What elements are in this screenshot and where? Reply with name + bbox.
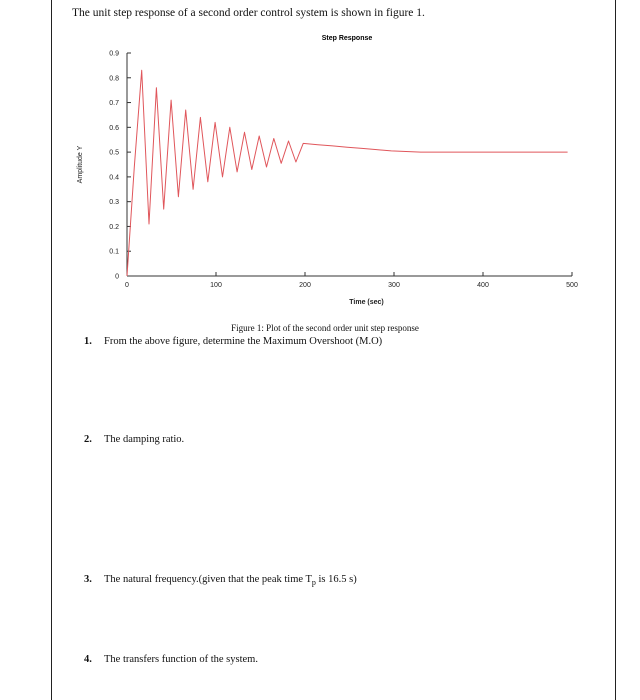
y-tick-label: 0.5 — [109, 149, 119, 157]
x-tick-label: 0 — [125, 282, 129, 289]
question-number: 3. — [84, 574, 92, 585]
x-tick-label: 500 — [566, 282, 578, 289]
figure-caption-text: Figure 1: Plot of the second order unit step response — [231, 323, 419, 333]
question-text: The transfers function of the system. — [104, 654, 258, 665]
page-border-right — [615, 0, 616, 700]
page-border-left — [51, 0, 52, 700]
y-tick-label: 0.1 — [109, 248, 119, 256]
question-number: 1. — [84, 336, 92, 347]
y-tick-label: 0 — [115, 273, 119, 281]
question-text: The natural frequency.(given that the peak time T — [104, 574, 312, 585]
question-number: 4. — [84, 654, 92, 665]
subscript-p: p — [311, 578, 316, 588]
x-axis-label: Time (sec) — [349, 299, 384, 306]
x-tick-label: 200 — [299, 282, 311, 289]
y-tick-label: 0.9 — [109, 50, 119, 58]
x-tick-label: 100 — [210, 282, 222, 289]
x-tick-label: 400 — [477, 282, 489, 289]
question-1 — [84, 336, 382, 347]
y-tick-label: 0.2 — [109, 223, 119, 231]
y-axis-label: Amplitude Y — [77, 145, 84, 184]
figure-caption — [0, 323, 640, 333]
question-text: From the above figure, determine the Maximum Overshoot (M.O) — [104, 336, 383, 347]
y-tick-label: 0.6 — [109, 124, 119, 132]
series-line — [127, 70, 568, 276]
y-tick-label: 0.3 — [109, 199, 119, 207]
step-response-chart — [60, 25, 585, 315]
question-text: The damping ratio. — [104, 434, 185, 445]
question-number: 2. — [84, 434, 92, 445]
y-tick-label: 0.8 — [109, 75, 119, 83]
intro-text: The unit step response of a second order control system is shown in figure 1. — [72, 7, 425, 19]
question-4 — [84, 654, 258, 665]
question-3 — [84, 574, 357, 587]
x-tick-label: 300 — [388, 282, 400, 289]
question-2 — [84, 434, 184, 445]
question-text-end: is 16.5 s) — [315, 574, 357, 585]
y-tick-label: 0.7 — [109, 100, 119, 108]
y-tick-label: 0.4 — [109, 174, 119, 182]
chart-title: Step Response — [321, 35, 373, 42]
